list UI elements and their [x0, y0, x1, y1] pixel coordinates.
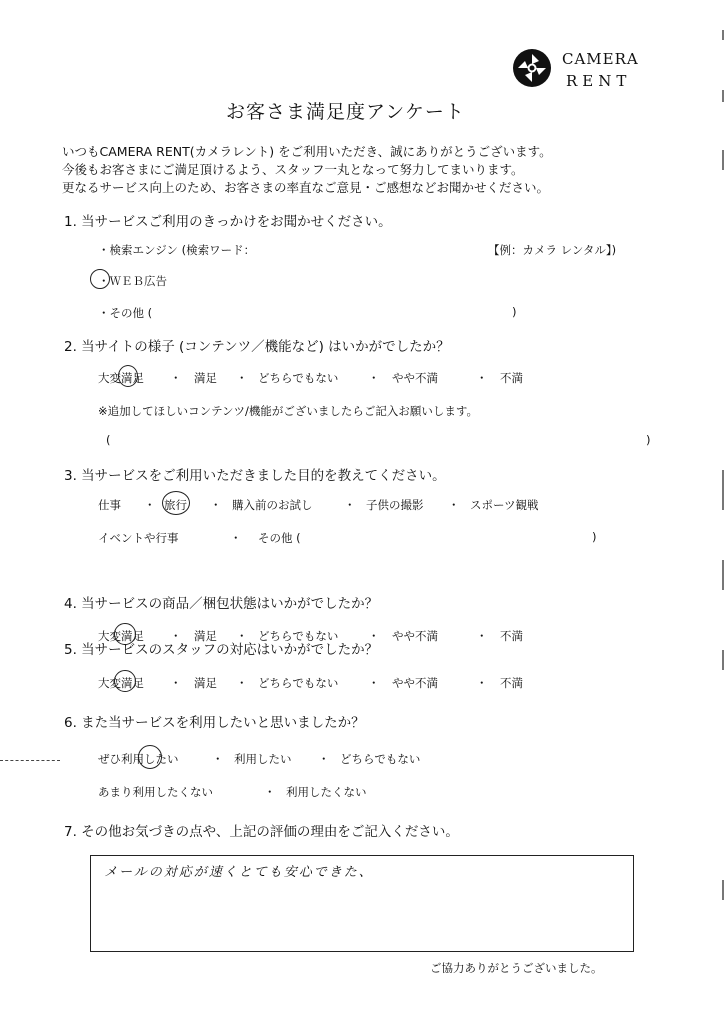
q5-option-somewhat-dissatisfied[interactable]: やや不満 — [392, 676, 438, 690]
q3-other-close-paren: ) — [592, 530, 597, 544]
q2-separator: ・ — [236, 371, 248, 385]
q5-option-satisfied[interactable]: 満足 — [194, 676, 217, 690]
q1-option-web-ad[interactable]: ・ＷＥＢ広告 — [98, 274, 167, 288]
q6-option-rather-not[interactable]: あまり利用したくない — [98, 785, 213, 799]
q4-option-somewhat-dissatisfied[interactable]: やや不満 — [392, 629, 438, 643]
q3-option-events[interactable]: イベントや行事 — [98, 531, 179, 545]
q3-separator: ・ — [344, 498, 356, 512]
q1-other-close-paren: ) — [512, 305, 517, 319]
q2-note: ※追加してほしいコンテンツ/機能がございましたらご記入お願いします。 — [98, 404, 479, 418]
camera-rent-logo-icon — [512, 48, 552, 88]
q4-separator: ・ — [236, 629, 248, 643]
q5-option-neutral[interactable]: どちらでもない — [258, 676, 339, 690]
q5-separator: ・ — [170, 676, 182, 690]
scan-edge-mark — [722, 470, 724, 510]
q3-separator: ・ — [210, 498, 222, 512]
q2-option-neutral[interactable]: どちらでもない — [258, 371, 339, 385]
q5-separator: ・ — [476, 676, 488, 690]
q3-option-child-photos[interactable]: 子供の撮影 — [366, 498, 424, 512]
q4-option-very-satisfied[interactable]: 大変満足 — [98, 629, 144, 643]
q3-option-travel[interactable]: 旅行 — [164, 498, 187, 512]
scan-edge-mark — [722, 150, 724, 170]
selection-circle-web-ad — [90, 269, 110, 289]
q3-option-other[interactable]: その他 ( — [258, 531, 301, 545]
q4-separator: ・ — [170, 629, 182, 643]
intro-line-3: 更なるサービス向上のため、お客さまの率直なご意見・ご感想などお聞かせください。 — [62, 180, 550, 195]
q6-separator: ・ — [212, 752, 224, 766]
q2-separator: ・ — [368, 371, 380, 385]
q2-close-paren: ) — [646, 433, 651, 447]
q1-option-other[interactable]: ・その他 ( — [98, 306, 153, 320]
question-5-title: 5. 当サービスのスタッフの対応はいかがでしたか？ — [64, 642, 379, 658]
q5-separator: ・ — [368, 676, 380, 690]
scan-artifact-line — [0, 760, 60, 761]
question-1-title: 1. 当サービスご利用のきっかけをお聞かせください。 — [64, 214, 392, 230]
question-2-title: 2. 当サイトの様子 (コンテンツ／機能など) はいかがでしたか？ — [64, 339, 450, 355]
q4-option-neutral[interactable]: どちらでもない — [258, 629, 339, 643]
selection-circle-q5 — [114, 670, 136, 692]
question-7-title: 7. その他お気づきの点や、上記の評価の理由をご記入ください。 — [64, 824, 459, 840]
q3-option-trial-before-purchase[interactable]: 購入前のお試し — [232, 498, 313, 512]
q1-option-search-engine[interactable]: ・検索エンジン (検索ワード： — [98, 243, 256, 257]
closing-message: ご協力ありがとうございました。 — [430, 961, 603, 975]
q4-separator: ・ — [368, 629, 380, 643]
logo-text-camera: CAMERA — [562, 50, 639, 68]
q2-option-very-satisfied[interactable]: 大変満足 — [98, 371, 144, 385]
q2-option-dissatisfied[interactable]: 不満 — [500, 371, 523, 385]
scan-edge-mark — [722, 560, 724, 590]
logo-text-rent: RENT — [566, 72, 632, 90]
scan-edge-mark — [722, 30, 724, 40]
q2-option-somewhat-dissatisfied[interactable]: やや不満 — [392, 371, 438, 385]
scan-edge-mark — [722, 650, 724, 670]
q2-separator: ・ — [476, 371, 488, 385]
comment-answer-text: メールの対応が速くとても安心できた、 — [104, 865, 374, 880]
selection-circle-q2 — [118, 365, 138, 387]
q2-option-satisfied[interactable]: 満足 — [194, 371, 217, 385]
scan-edge-mark — [722, 880, 724, 900]
page-title: お客さま満足度アンケート — [226, 101, 465, 123]
q2-open-paren: ( — [106, 433, 111, 447]
q1-search-example: 【例：カメラ レンタル】) — [488, 243, 617, 257]
q4-separator: ・ — [476, 629, 488, 643]
scan-edge-mark — [722, 90, 724, 102]
q6-separator: ・ — [318, 752, 330, 766]
q4-option-dissatisfied[interactable]: 不満 — [500, 629, 523, 643]
intro-line-1: いつもCAMERA RENT(カメラレント) をご利用いただき、誠にありがとうございます。 — [62, 144, 552, 159]
intro-line-2: 今後もお客さまにご満足頂けるよう、スタッフ一丸となって努力してまいります。 — [62, 162, 524, 177]
q3-option-sports-watching[interactable]: スポーツ観戦 — [470, 498, 539, 512]
q5-option-very-satisfied[interactable]: 大変満足 — [98, 676, 144, 690]
q6-option-would-not-use[interactable]: 利用したくない — [286, 785, 367, 799]
selection-circle-q6 — [138, 745, 162, 769]
q6-option-definitely[interactable]: ぜひ利用したい — [98, 752, 179, 766]
q3-separator: ・ — [448, 498, 460, 512]
q4-option-satisfied[interactable]: 満足 — [194, 629, 217, 643]
question-4-title: 4. 当サービスの商品／梱包状態はいかがでしたか？ — [64, 596, 379, 612]
q5-option-dissatisfied[interactable]: 不満 — [500, 676, 523, 690]
q6-option-would-use[interactable]: 利用したい — [234, 752, 292, 766]
q2-separator: ・ — [170, 371, 182, 385]
selection-circle-q3 — [162, 491, 190, 515]
question-3-title: 3. 当サービスをご利用いただきました目的を教えてください。 — [64, 468, 446, 484]
question-6-title: 6. また当サービスを利用したいと思いましたか？ — [64, 715, 365, 731]
q5-separator: ・ — [236, 676, 248, 690]
q6-option-neutral[interactable]: どちらでもない — [340, 752, 421, 766]
q3-separator: ・ — [144, 498, 156, 512]
q6-separator: ・ — [264, 785, 276, 799]
q3-option-work[interactable]: 仕事 — [98, 498, 121, 512]
q3-separator: ・ — [230, 531, 242, 545]
